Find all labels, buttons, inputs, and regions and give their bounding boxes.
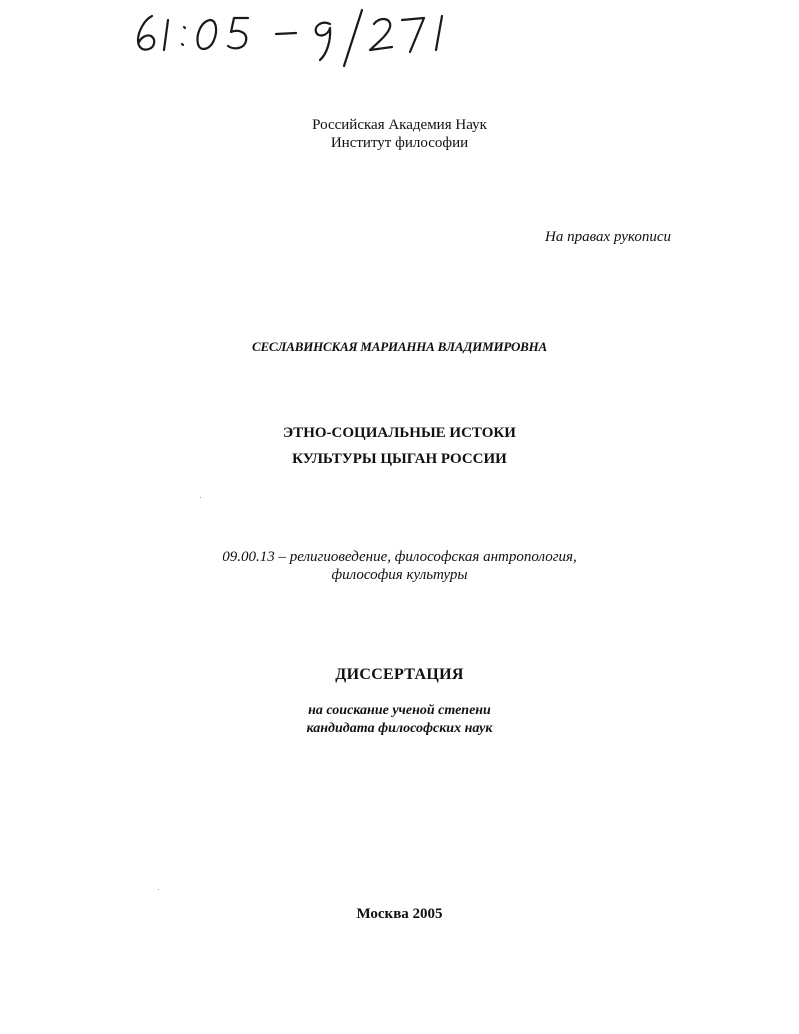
title-line-1: ЭТНО-СОЦИАЛЬНЫЕ ИСТОКИ bbox=[283, 425, 516, 441]
specialty-line-1: 09.00.13 – религиоведение, философская антропология, bbox=[222, 549, 577, 565]
degree-line-1: на соискание ученой степени bbox=[308, 703, 491, 718]
author-name: СЕСЛАВИНСКАЯ МАРИАННА ВЛАДИМИРОВНА bbox=[251, 339, 548, 354]
degree-sought bbox=[0, 702, 799, 738]
dissertation-title bbox=[0, 420, 799, 472]
scan-speck bbox=[200, 497, 201, 498]
title-line-2: КУЛЬТУРЫ ЦЫГАН РОССИИ bbox=[292, 451, 507, 467]
degree-line-2: кандидата философских наук bbox=[306, 721, 493, 736]
city-and-year: Москва 2005 bbox=[356, 906, 443, 922]
organization-institute: Институт философии bbox=[330, 135, 469, 151]
scan-speck bbox=[158, 889, 159, 890]
organization-academy: Российская Академия Наук bbox=[312, 117, 487, 133]
organization-block bbox=[0, 116, 799, 152]
specialty-code bbox=[0, 548, 799, 584]
specialty-line-2: философия культуры bbox=[331, 567, 468, 583]
handwritten-archive-code bbox=[130, 2, 470, 74]
document-type: ДИССЕРТАЦИЯ bbox=[335, 666, 464, 683]
manuscript-rights-note: На правах рукописи bbox=[545, 229, 671, 245]
